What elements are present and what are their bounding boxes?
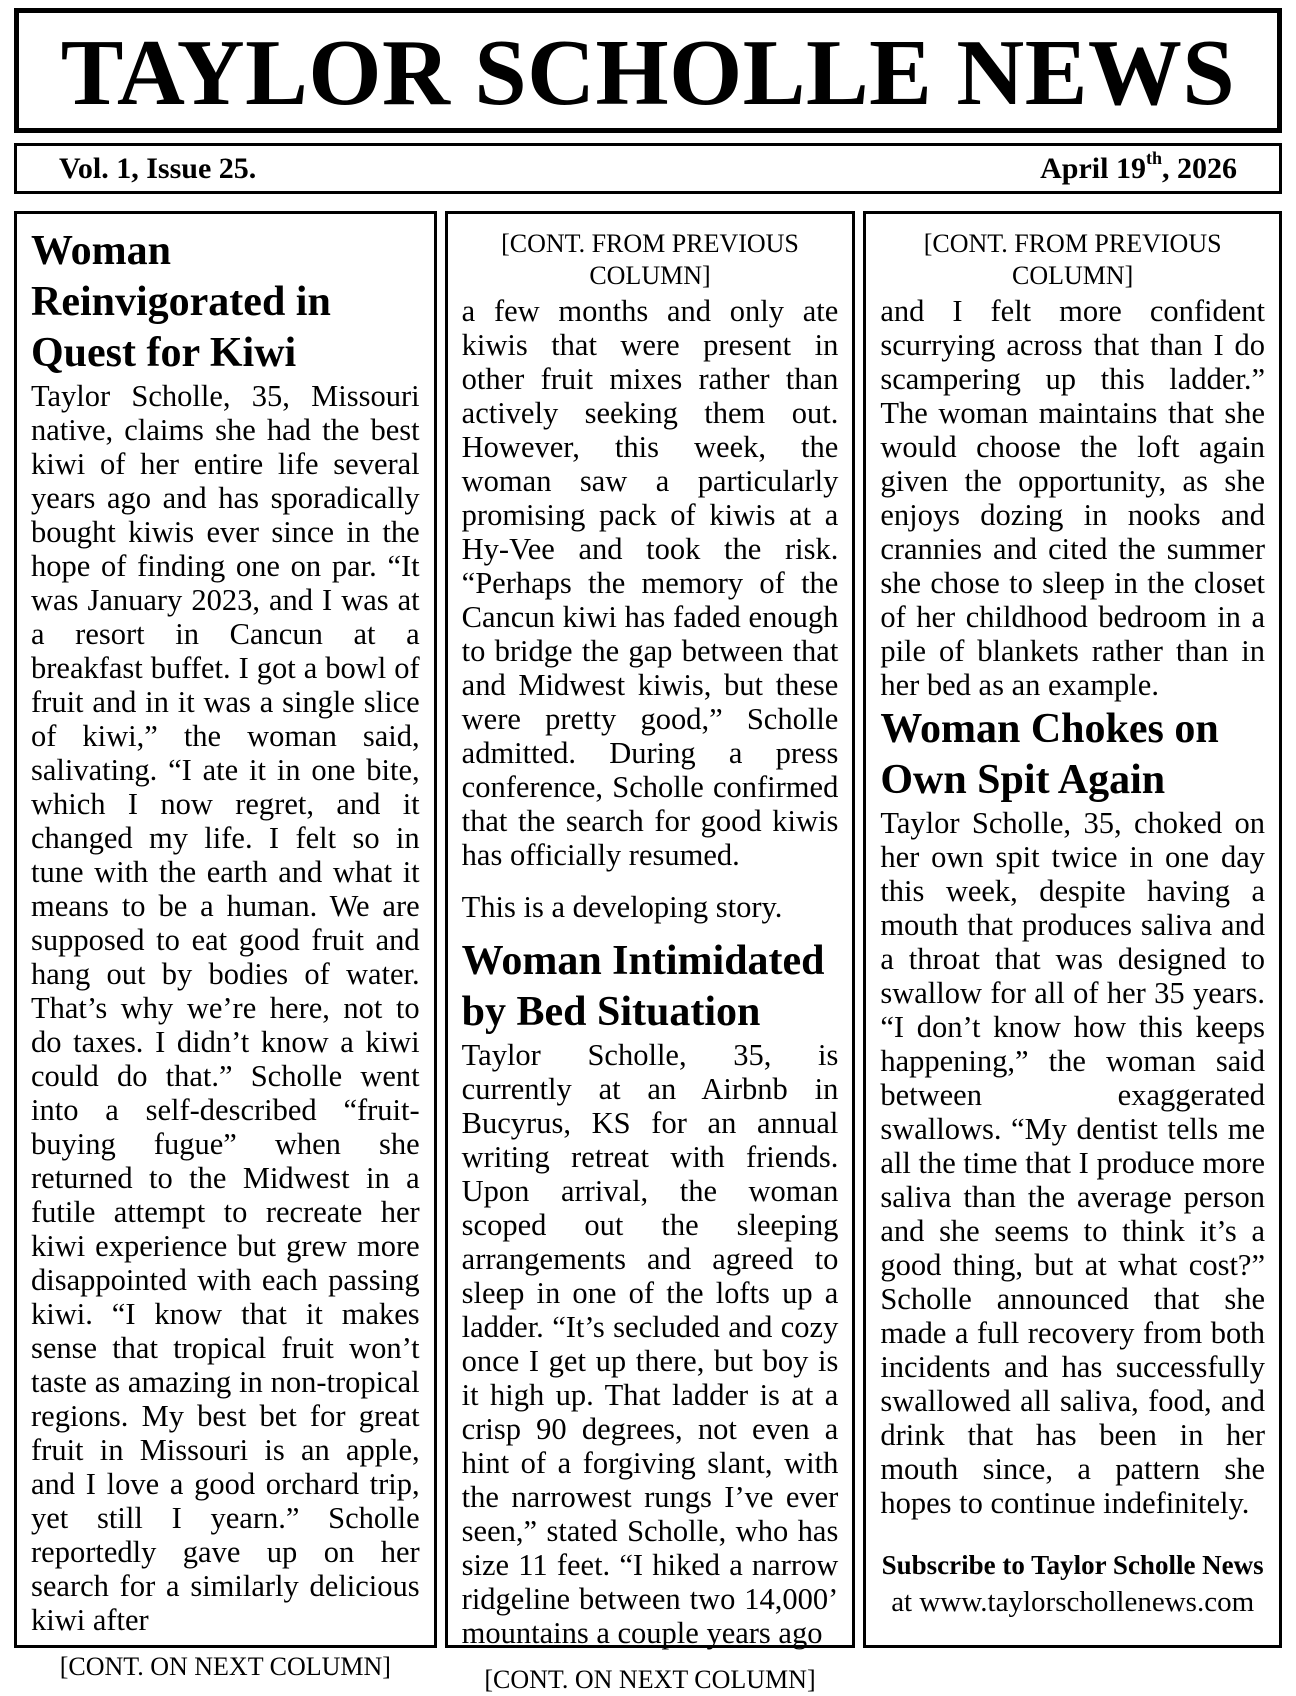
issue-date-main: April 19 — [1040, 151, 1146, 185]
article-body-bed: Taylor Scholle, 35, is currently at an Airbnb in Bucyrus, KS for an annual writing retreat with friends. Upon arrival, the woman scoped out the sleeping arrangements and agreed to sleep in one of the lofts up a ladder. “It’s secluded and cozy once I get up there, but boy is it high up. That ladder is at a crisp 90 degrees, not even a hint of a forgiving slant, with the narrowest rungs I’ve ever seen,” stated Scholle, who has size 11 feet. “I hiked a narrow ridgeline between two 14,000’ mountains a couple years ago — [461, 1038, 839, 1650]
column-1 — [14, 211, 437, 1681]
article-heading-kiwi: Woman Reinvigorated in Quest for Kiwi — [31, 228, 331, 376]
article-heading-bed: Woman Intimidated by Bed Situation — [461, 938, 825, 1035]
article-body-bed-continued: and I felt more confident scurrying across that than I do scampering up this ladder.” The woman maintains that she would choose the loft again given the opportunity, as she enjoys dozing in nooks and crannies and cited the summer she chose to sleep in the closet of her childhood bedroom in a pile of blankets rather than in her bed as an example. — [880, 294, 1265, 702]
subscribe-url: at www.taylorschollenews.com — [891, 1586, 1255, 1618]
masthead-box — [14, 8, 1282, 133]
column-2 — [445, 211, 856, 1694]
cont-from-previous-column-note: [CONT. FROM PREVIOUS COLUMN] — [923, 229, 1222, 290]
cont-on-next-column-note: [CONT. ON NEXT COLUMN] — [59, 1652, 391, 1681]
issue-bar — [14, 143, 1282, 194]
columns-row — [14, 211, 1282, 1694]
developing-story-note: This is a developing story. — [461, 890, 783, 924]
issue-date-ordinal: th — [1145, 147, 1162, 168]
subscribe-callout: Subscribe to Taylor Scholle News — [881, 1550, 1264, 1580]
issue-date-year: , 2026 — [1162, 151, 1237, 185]
article-body-spit: Taylor Scholle, 35, choked on her own spit twice in one day this week, despite having a mouth that produces saliva and a throat that was designed to swallow for all of her 35 years. “I don’t know how this keeps happening,” the woman said between exaggerated swallows. “My dentist tells me all the time that I produce more saliva than the average person and she seems to think it’s a good thing, but at what cost?” Scholle announced that she made a full recovery from both incidents and has successfully swallowed all saliva, food, and drink that has been in her mouth since, a pattern she hopes to continue indefinitely. — [880, 806, 1265, 1520]
article-heading-spit: Woman Chokes on Own Spit Again — [880, 706, 1219, 803]
issue-date — [1040, 147, 1237, 186]
subscribe-block — [880, 1533, 1265, 1621]
article-body-kiwi: Taylor Scholle, 35, Missouri native, claims she had the best kiwi of her entire life several years ago and has sporadically bought kiwis ever since in the hope of finding one on par. “It was January 2023, and I was at a resort in Cancun at a breakfast buffet. I got a bowl of fruit and in it was a single slice of kiwi,” the woman said, salivating. “I ate it in one bite, which I now regret, and it changed my life. I felt so in tune with the earth and what it means to be a human. We are supposed to eat good fruit and hang out by bodies of water. That’s why we’re here, not to do taxes. I didn’t know a kiwi could do that.” Scholle went into a self-described “fruit-buying fugue” when she returned to the Midwest in a futile attempt to recreate her kiwi experience but grew more disappointed with each passing kiwi. “I know that it makes sense that tropical fruit won’t taste as amazing in non-tropical regions. My best bet for great fruit in Missouri is an apple, and I love a good orchard trip, yet still I yearn.” Scholle reportedly gave up on her search for a similarly delicious kiwi after — [31, 379, 420, 1637]
article-body-kiwi-continued: a few months and only ate kiwis that were present in other fruit mixes rather than actively seeking them out. However, this week, the woman saw a particularly promising pack of kiwis at a Hy-Vee and took the risk. “Perhaps the memory of the Cancun kiwi has faded enough to bridge the gap between that and Midwest kiwis, but these were pretty good,” Scholle admitted. During a press conference, Scholle confirmed that the search for good kiwis has officially resumed. — [461, 294, 839, 872]
issue-number: Vol. 1, Issue 25. — [59, 151, 257, 185]
cont-from-previous-column-note: [CONT. FROM PREVIOUS COLUMN] — [501, 229, 799, 290]
masthead-title: TAYLOR SCHOLLE NEWS — [60, 20, 1236, 125]
column-3 — [863, 211, 1282, 1648]
cont-on-next-column-note: [CONT. ON NEXT COLUMN] — [484, 1665, 816, 1694]
